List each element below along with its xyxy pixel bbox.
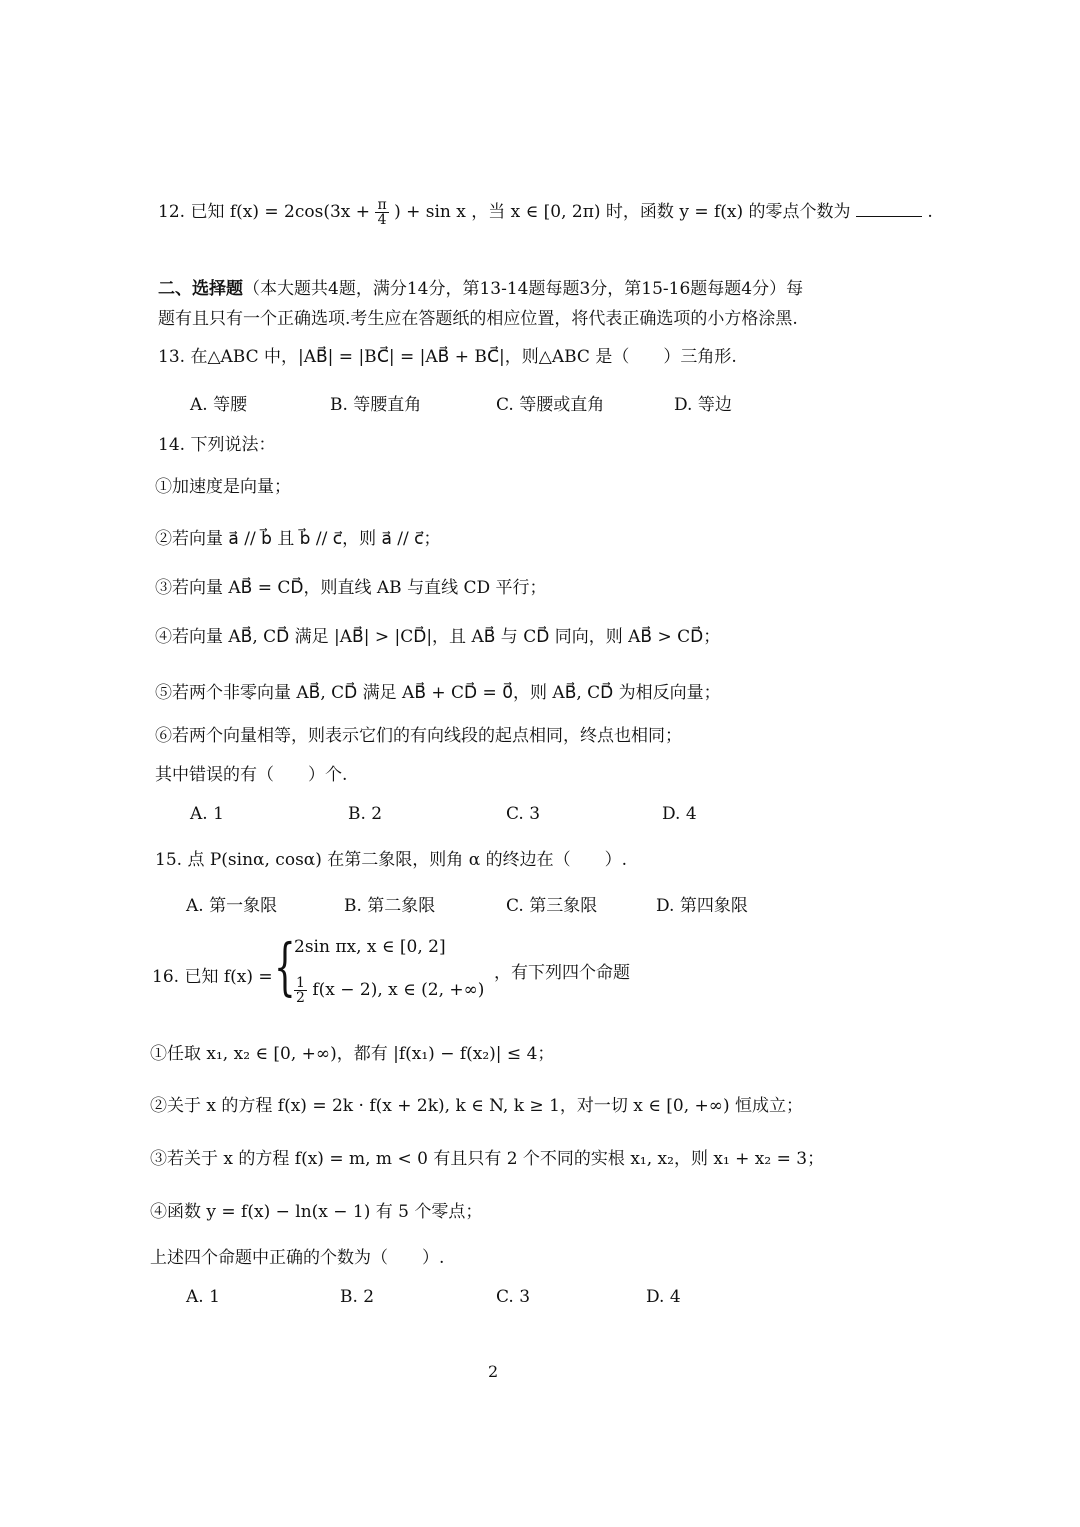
option-b[interactable]: B. 2 (340, 1287, 375, 1307)
question-13-stem: 13. 在△ABC 中，|AB⃗| = |BC⃗| = |AB⃗ + BC⃗|，则△ABC 是（ ）三角形. (158, 347, 737, 367)
option-d[interactable]: D. 等边 (674, 395, 732, 415)
option-a[interactable]: A. 第一象限 (186, 896, 278, 916)
option-b[interactable]: B. 等腰直角 (330, 395, 422, 415)
q14-item-3: ③若向量 AB⃗ = CD⃗，则直线 AB 与直线 CD 平行； (155, 578, 547, 598)
q14-item-1: ①加速度是向量； (155, 477, 291, 497)
q12-pre: 已知 (190, 202, 225, 222)
q14-item-4: ④若向量 AB⃗, CD⃗ 满足 |AB⃗| > |CD⃗|，且 AB⃗ 与 CD⃗ 同向，则 AB⃗ > CD⃗； (155, 627, 721, 647)
option-d[interactable]: D. 4 (662, 804, 697, 824)
q12-fraction (375, 198, 388, 227)
q14-item-6: ⑥若两个向量相等，则表示它们的有向线段的起点相同，终点也相同； (155, 726, 682, 746)
question-15-stem: 15. 点 P(sinα, cosα) 在第二象限，则角 α 的终边在（ ）. (155, 850, 627, 870)
option-d[interactable]: D. 第四象限 (656, 896, 748, 916)
piecewise-brace: { (274, 930, 296, 1003)
q12-number: 12. (158, 202, 186, 222)
option-b[interactable]: B. 第二象限 (344, 896, 436, 916)
q16-item-2: ②关于 x 的方程 f(x) = 2k · f(x + 2k), k ∈ N, k ≥ 1，对一切 x ∈ [0, +∞) 恒成立； (150, 1096, 803, 1116)
option-a[interactable]: A. 等腰 (190, 395, 248, 415)
q16-case-2-fraction (294, 976, 307, 1005)
q12-fx: f(x) = 2cos(3x + (229, 202, 376, 222)
q16-question: 上述四个命题中正确的个数为（ ）. (150, 1248, 445, 1268)
section-2-desc-1: （本大题共4题，满分14分，第13-14题每题3分，第15-16题每题4分）每 (243, 279, 804, 299)
answer-blank[interactable] (856, 202, 922, 217)
section-2-heading (158, 278, 803, 300)
option-d[interactable]: D. 4 (646, 1287, 681, 1307)
q12-end: . (927, 202, 933, 222)
q14-question: 其中错误的有（ ）个. (155, 765, 348, 785)
option-a[interactable]: A. 1 (186, 1287, 220, 1307)
q12-frac-num: π (377, 197, 387, 213)
section-2-desc-line-2: 题有且只有一个正确选项.考生应在答题纸的相应位置，将代表正确选项的小方格涂黑. (158, 309, 798, 329)
option-c[interactable]: C. 3 (496, 1287, 531, 1307)
option-b[interactable]: B. 2 (348, 804, 383, 824)
q16-frac-num: 1 (296, 975, 305, 991)
q12-frac-den: 4 (377, 212, 387, 228)
option-c[interactable]: C. 等腰或直角 (496, 395, 605, 415)
option-c[interactable]: C. 3 (506, 804, 541, 824)
q16-item-4: ④函数 y = f(x) − ln(x − 1) 有 5 个零点； (150, 1202, 483, 1222)
question-16-lead: 16. 已知 f(x) = (152, 967, 273, 987)
q16-item-1: ①任取 x₁, x₂ ∈ [0, +∞)，都有 |f(x₁) − f(x₂)| ≤ 4； (150, 1044, 555, 1064)
q14-item-2: ②若向量 a⃗ // b⃗ 且 b⃗ // c⃗，则 a⃗ // c⃗； (155, 529, 441, 549)
q16-case-2 (294, 976, 484, 1005)
q16-case-1: 2sin πx, x ∈ [0, 2] (294, 937, 446, 957)
q14-item-5: ⑤若两个非零向量 AB⃗, CD⃗ 满足 AB⃗ + CD⃗ = 0⃗，则 AB⃗, CD⃗ 为相反向量； (155, 683, 721, 703)
section-2-title: 二、选择题 (158, 279, 243, 299)
question-14-stem: 14. 下列说法： (158, 435, 276, 455)
option-a[interactable]: A. 1 (190, 804, 224, 824)
question-12 (158, 198, 933, 227)
option-c[interactable]: C. 第三象限 (506, 896, 598, 916)
q16-item-3: ③若关于 x 的方程 f(x) = m, m < 0 有且只有 2 个不同的实根 x₁, x₂，则 x₁ + x₂ = 3； (150, 1149, 825, 1169)
q12-post: ) + sin x ，当 x ∈ [0, 2π) 时，函数 y = f(x) 的零点个数为 (394, 202, 851, 222)
question-16-tail: ，有下列四个命题 (494, 963, 630, 983)
q16-frac-den: 2 (296, 990, 305, 1006)
q16-case-2-expr: f(x − 2), x ∈ (2, +∞) (312, 980, 485, 1000)
page-number: 2 (488, 1362, 499, 1381)
